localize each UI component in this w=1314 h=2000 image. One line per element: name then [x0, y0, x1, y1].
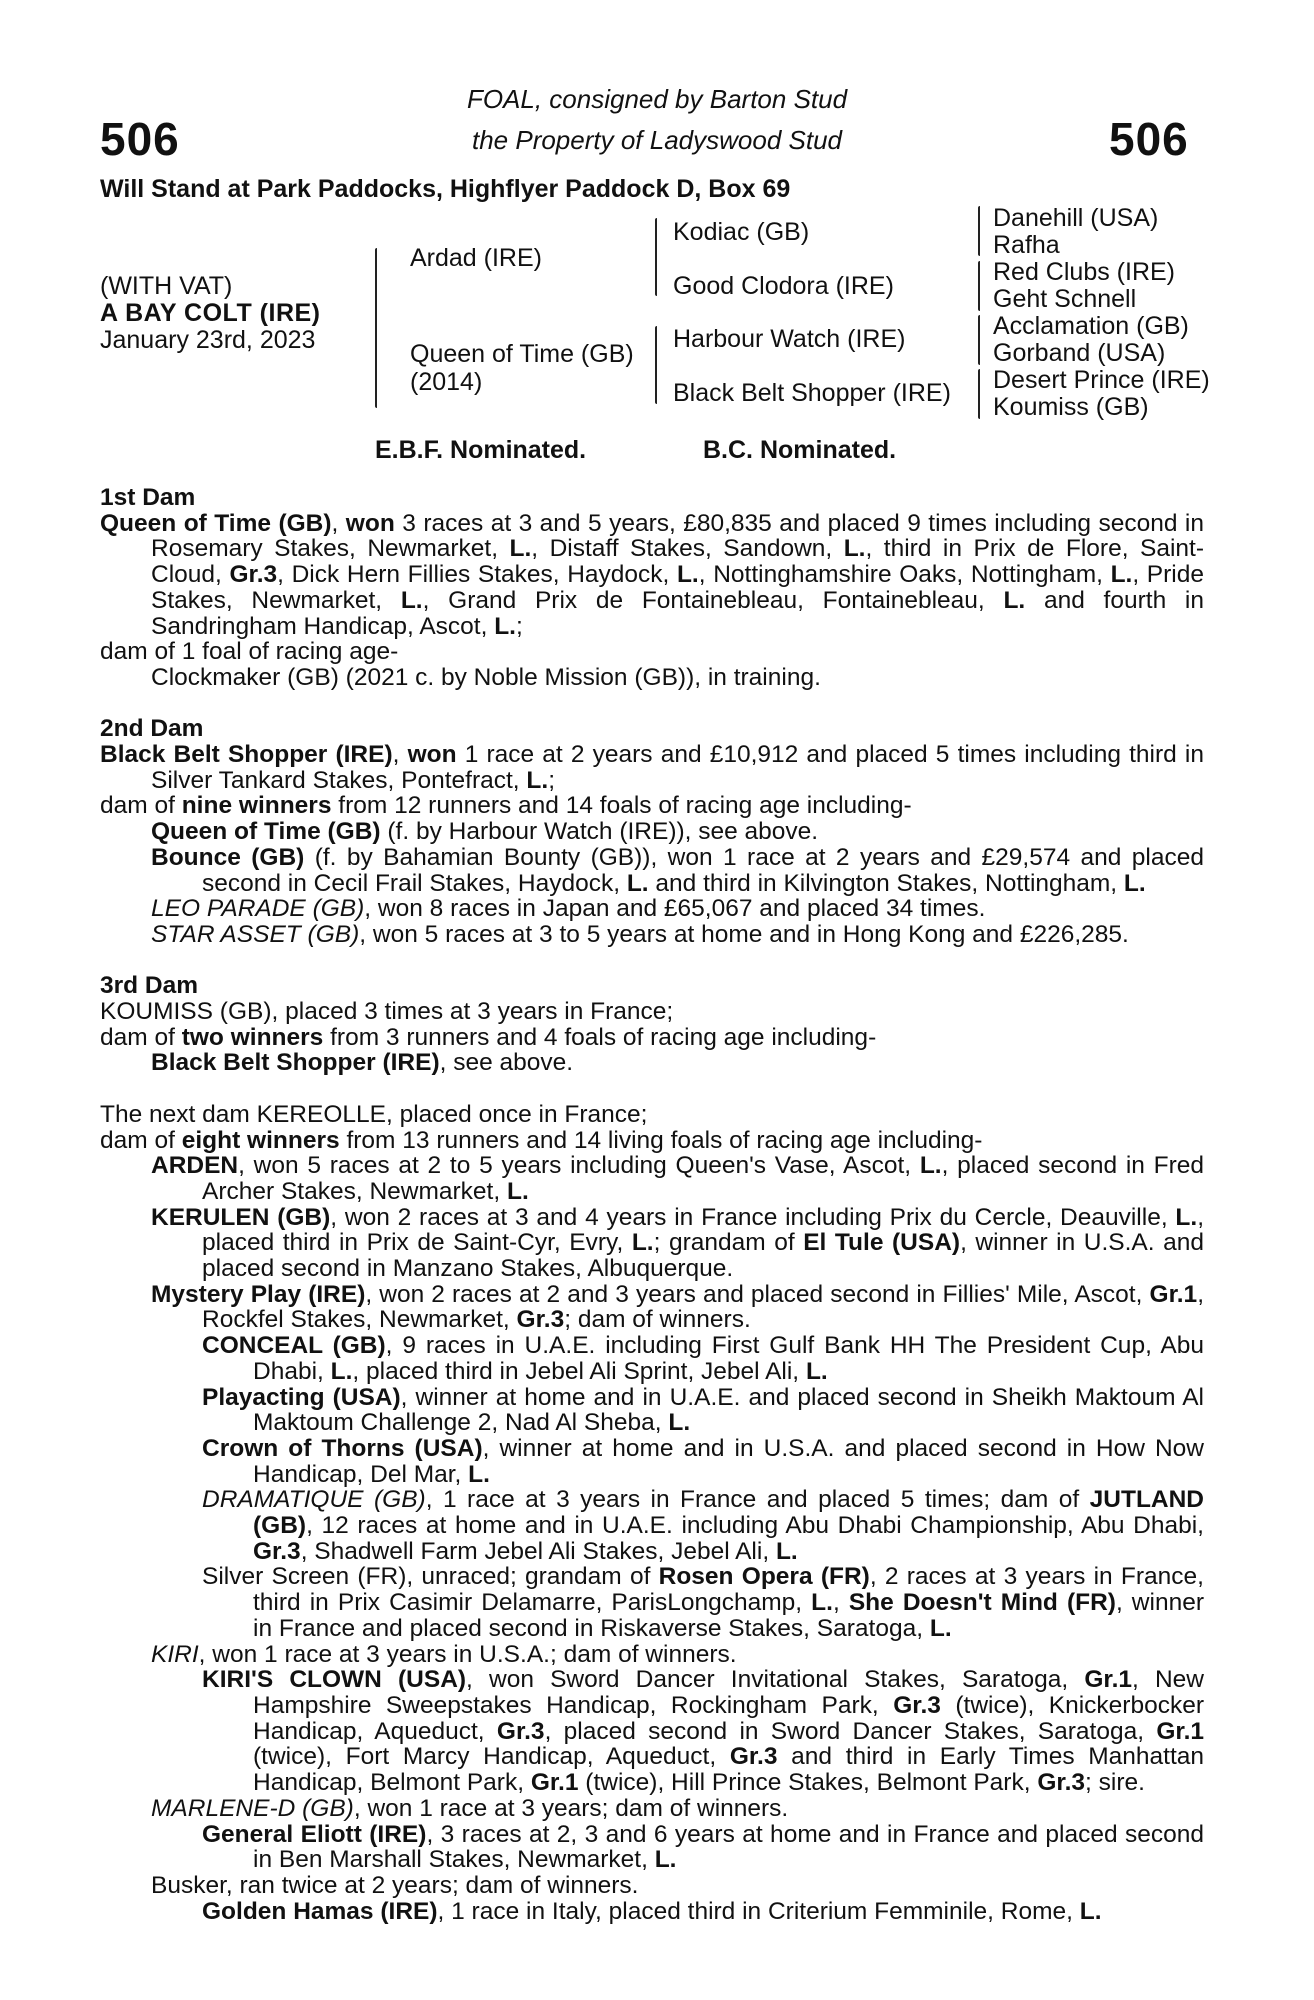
- second-dam-produce-1: Queen of Time (GB) (f. by Harbour Watch (IRE)), see above.: [151, 818, 819, 846]
- lot-number-left: 506: [100, 113, 180, 165]
- pedigree-brace-dam: [655, 326, 657, 404]
- next-dam-arden: ARDEN, won 5 races at 2 to 5 years including Queen's Vase, Ascot, L., placed second in Fred Archer Stakes, Newmarket, L.: [151, 1152, 1204, 1205]
- granddam-line-2: Rafha: [993, 231, 1060, 259]
- pedigree-brace-g78: [978, 369, 980, 419]
- granddam-line-3: Red Clubs (IRE): [993, 258, 1175, 286]
- granddam-line-4: Geht Schnell: [993, 285, 1137, 313]
- second-dam-produce-2: Bounce (GB) (f. by Bahamian Bounty (GB)), won 1 race at 2 years and £29,574 and placed second in Cecil Frail Stakes, Haydock, L. and third in Kilvington Stakes, Nottingham, L.: [151, 843, 1204, 897]
- pedigree-brace-main: [375, 248, 377, 408]
- next-dam-crown-of-thorns: Crown of Thorns (USA), winner at home and in U.S.A. and placed second in How Now Handicap, Del Mar, L.: [202, 1434, 1205, 1488]
- next-dam-mystery-play: Mystery Play (IRE), won 2 races at 2 and 3 years and placed second in Fillies' Mile, Ascot, Gr.1, Rockfel Stakes, Newmarket, Gr.3; dam of winners.: [151, 1280, 1205, 1334]
- second-dam-produce-intro: dam of nine winners from 12 runners and 14 foals of racing age including-: [100, 792, 912, 820]
- dam-dam: Black Belt Shopper (IRE): [673, 379, 951, 407]
- second-dam-produce-3: LEO PARADE (GB), won 8 races in Japan and £65,067 and placed 34 times.: [151, 895, 986, 923]
- granddam-line-1: Danehill (USA): [993, 204, 1159, 232]
- next-dam-produce-intro: dam of eight winners from 13 runners and 14 living foals of racing age including-: [100, 1126, 983, 1154]
- granddam-line-6: Gorband (USA): [993, 339, 1166, 367]
- first-dam-produce: Clockmaker (GB) (2021 c. by Noble Mission (GB)), in training.: [151, 663, 821, 691]
- property-line: the Property of Ladyswood Stud: [471, 125, 842, 155]
- next-dam-kiri: KIRI, won 1 race at 3 years in U.S.A.; dam of winners.: [151, 1640, 737, 1668]
- granddam-line-8: Koumiss (GB): [993, 393, 1149, 421]
- dam: Queen of Time (GB): [410, 340, 634, 368]
- pedigree-brace-g56: [978, 315, 980, 365]
- dam-sire: Harbour Watch (IRE): [673, 325, 906, 353]
- pedigree-brace-g12: [978, 206, 980, 256]
- next-dam-dramatique: DRAMATIQUE (GB), 1 race at 3 years in France and placed 5 times; dam of JUTLAND (GB), 12 races at home and in U.A.E. including Abu Dhabi Championship, Abu Dhabi, Gr.3, Shadwell Farm Jebel Ali Stakes, Jebel Ali, L.: [202, 1486, 1205, 1565]
- second-dam-record: Black Belt Shopper (IRE), won 1 race at 2 years and £10,912 and placed 5 times including third in Silver Tankard Stakes, Pontefract, L.;: [100, 741, 1204, 794]
- next-dam-silver-screen: Silver Screen (FR), unraced; grandam of Rosen Opera (FR), 2 races at 3 years in France, third in Prix Casimir Delamarre, ParisLongchamp, L., She Doesn't Mind (FR), winner in France and placed second in Riskaverse Stakes, Saratoga, L.: [202, 1563, 1204, 1642]
- sire-dam: Good Clodora (IRE): [673, 272, 894, 300]
- pedigree-brace-g34: [978, 261, 980, 311]
- dam-year: (2014): [410, 368, 483, 396]
- third-dam-produce-intro: dam of two winners from 3 runners and 4 foals of racing age including-: [100, 1023, 877, 1051]
- sire-sire: Kodiac (GB): [673, 218, 810, 246]
- next-dam-kerulen: KERULEN (GB), won 2 races at 3 and 4 years in France including Prix du Cercle, Deauville, L., placed third in Prix de Saint-Cyr, Evry, L.; grandam of El Tule (USA), winner in U.S.A. and placed second in Manzano Stakes, Albuquerque.: [151, 1203, 1205, 1283]
- consignor-line: FOAL, consigned by Barton Stud: [466, 84, 848, 114]
- lot-number-right: 506: [1109, 113, 1189, 165]
- next-dam-marlene-d: MARLENE-D (GB), won 1 race at 3 years; dam of winners.: [151, 1794, 789, 1822]
- next-dam-general-eliott: General Eliott (IRE), 3 races at 2, 3 and 6 years at home and in France and placed second in Ben Marshall Stakes, Newmarket, L.: [202, 1820, 1204, 1874]
- catalogue-text: [100, 485, 1204, 1924]
- bc-nomination: B.C. Nominated.: [703, 436, 897, 464]
- vat-note: (WITH VAT): [100, 272, 233, 300]
- granddam-line-5: Acclamation (GB): [993, 312, 1189, 340]
- next-dam-golden-hamas: Golden Hamas (IRE), 1 race in Italy, placed third in Criterium Femminile, Rome, L.: [202, 1897, 1102, 1925]
- next-dam-busker: Busker, ran twice at 2 years; dam of winners.: [151, 1871, 639, 1899]
- third-dam-heading: 3rd Dam: [100, 972, 199, 1000]
- second-dam-produce-4: STAR ASSET (GB), won 5 races at 3 to 5 years at home and in Hong Kong and £226,285.: [151, 920, 1129, 948]
- sire: Ardad (IRE): [410, 244, 542, 272]
- third-dam-produce-1: Black Belt Shopper (IRE), see above.: [151, 1049, 574, 1077]
- second-dam-heading: 2nd Dam: [100, 715, 204, 743]
- stand-location: Will Stand at Park Paddocks, Highflyer Paddock D, Box 69: [100, 175, 791, 203]
- horse-name: A BAY COLT (IRE): [100, 299, 321, 327]
- first-dam-heading: 1st Dam: [100, 484, 196, 511]
- first-dam-record: Queen of Time (GB), won 3 races at 3 and 5 years, £80,835 and placed 9 times including second in Rosemary Stakes, Newmarket, L., Distaff Stakes, Sandown, L., third in Prix de Flore, Saint-Cloud, Gr.3, Dick Hern Fillies Stakes, Haydock, L., Nottinghamshire Oaks, Nottingham, L., Pride Stakes, Newmarket, L., Grand Prix de Fontainebleau, Fontainebleau, L. and fourth in Sandringham Handicap, Ascot, L.;: [100, 509, 1205, 640]
- next-dam-conceal: CONCEAL (GB), 9 races in U.A.E. including First Gulf Bank HH The President Cup, Abu Dhabi, L., placed third in Jebel Ali Sprint, Jebel Ali, L.: [202, 1332, 1204, 1385]
- next-dam-kiris-clown: KIRI'S CLOWN (USA), won Sword Dancer Invitational Stakes, Saratoga, Gr.1, New Hampshire Sweepstakes Handicap, Rockingham Park, Gr.3 (twice), Knickerbocker Handicap, Aqueduct, Gr.3, placed second in Sword Dancer Stakes, Saratoga, Gr.1 (twice), Fort Marcy Handicap, Aqueduct, Gr.3 and third in Early Times Manhattan Handicap, Belmont Park, Gr.1 (twice), Hill Prince Stakes, Belmont Park, Gr.3; sire.: [202, 1666, 1205, 1797]
- third-dam-record: KOUMISS (GB), placed 3 times at 3 years in France;: [100, 998, 674, 1026]
- ebf-nomination: E.B.F. Nominated.: [375, 436, 587, 464]
- pedigree-brace-sire: [655, 218, 657, 296]
- granddam-line-7: Desert Prince (IRE): [993, 366, 1210, 394]
- first-dam-produce-intro: dam of 1 foal of racing age-: [100, 638, 399, 666]
- next-dam-playacting: Playacting (USA), winner at home and in U.A.E. and placed second in Sheikh Maktoum Al Maktoum Challenge 2, Nad Al Sheba, L.: [202, 1383, 1205, 1437]
- foaling-date: January 23rd, 2023: [100, 326, 316, 354]
- next-dam-record: The next dam KEREOLLE, placed once in France;: [100, 1100, 648, 1128]
